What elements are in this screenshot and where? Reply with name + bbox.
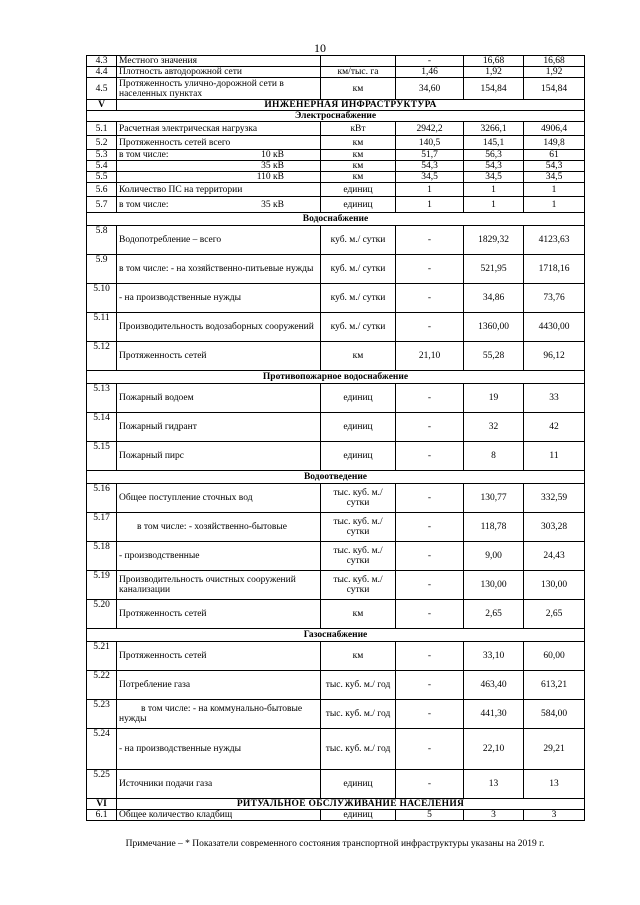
row-indicator-text: Пожарный водоем [119,393,194,403]
table-row [87,770,585,799]
table-row [87,226,585,255]
row-value-first: 118,78 [464,513,524,542]
row-unit: куб. м./ сутки [321,255,396,284]
row-value-first: 8 [464,442,524,471]
row-indicator [117,122,321,136]
row-indicator [117,442,321,471]
row-value-base: - [396,226,464,255]
section-row [87,799,585,810]
row-indicator-voltage: 35 кВ [261,199,284,210]
table-row [87,810,585,821]
row-number: 5.5 [87,172,117,183]
row-unit: тыс. куб. м./ сутки [321,542,396,571]
row-value-base: 5 [396,810,464,821]
row-number: 5.4 [87,161,117,172]
row-indicator-text: Производительность водозаборных сооружений [119,322,314,332]
row-indicator [117,150,321,161]
row-value-first: 54,3 [464,161,524,172]
row-unit: единиц [321,770,396,799]
row-number: 5.12 [87,342,117,371]
row-value-final: 303,28 [524,513,585,542]
row-unit: единиц [321,810,396,821]
table-row [87,56,585,67]
table-row [87,729,585,770]
row-indicator-text: Расчетная электрическая нагрузка [119,123,258,134]
row-number: 5.24 [87,729,117,770]
row-number: 6.1 [87,810,117,821]
table-row [87,571,585,600]
table-row [87,122,585,136]
row-value-first: 16,68 [464,56,524,67]
row-value-final: 130,00 [524,571,585,600]
row-value-first: 1829,32 [464,226,524,255]
row-indicator [117,78,321,100]
subsection-row [87,111,585,122]
row-value-first: 9,00 [464,542,524,571]
row-value-base: 2942,2 [396,122,464,136]
row-value-first: 145,1 [464,136,524,150]
row-number: 4.4 [87,67,117,78]
row-value-first: 2,65 [464,600,524,629]
row-indicator [117,571,321,600]
row-value-first: 154,84 [464,78,524,100]
row-value-base: - [396,255,464,284]
row-number: 5.17 [87,513,117,542]
table-row [87,642,585,671]
row-value-final: 4123,63 [524,226,585,255]
row-unit: км [321,342,396,371]
row-number: 5.1 [87,122,117,136]
row-unit: км [321,150,396,161]
row-unit: тыс. куб. м./ год [321,729,396,770]
row-unit: единиц [321,442,396,471]
table-row [87,183,585,197]
table-row [87,284,585,313]
row-unit: км [321,78,396,100]
row-unit: км [321,136,396,150]
table-row [87,150,585,161]
subsection-row [87,371,585,384]
row-value-base: - [396,571,464,600]
row-value-base: 34,60 [396,78,464,100]
row-indicator [117,197,321,213]
row-unit: тыс. куб. м./ сутки [321,513,396,542]
row-value-first: 13 [464,770,524,799]
row-number: 5.11 [87,313,117,342]
row-value-final: 24,43 [524,542,585,571]
row-unit: тыс. куб. м./ сутки [321,571,396,600]
row-value-base: - [396,642,464,671]
table-row [87,172,585,183]
row-value-final: 3 [524,810,585,821]
table-row [87,700,585,729]
row-indicator-text: Водопотребление – всего [119,235,222,245]
row-indicator [117,600,321,629]
row-indicator-text: Протяженность сетей [119,351,207,361]
row-number: 5.3 [87,150,117,161]
subsection-title: Противопожарное водоснабжение [87,371,585,384]
row-value-final: 60,00 [524,642,585,671]
indicators-table [86,55,585,821]
row-indicator-text: - на производственные нужды [119,293,242,303]
row-indicator-text: - на производственные нужды [119,744,242,754]
row-value-base: - [396,284,464,313]
row-value-first: 34,86 [464,284,524,313]
table-note: Примечание – * Показатели современного состояния транспортной инфраструктуры указаны на 2019 г. [125,839,545,849]
row-number: 5.20 [87,600,117,629]
subsection-title: Газоснабжение [87,629,585,642]
row-indicator-text: Потребление газа [119,680,191,690]
row-value-first: 1,92 [464,67,524,78]
row-indicator [117,161,321,172]
row-value-base: - [396,56,464,67]
row-indicator-text: Плотность автодорожной сети [119,67,242,77]
row-unit: единиц [321,197,396,213]
row-number: 5.13 [87,384,117,413]
table-row [87,342,585,371]
row-value-first: 55,28 [464,342,524,371]
section-number: V [87,100,117,111]
row-unit: км/тыс. га [321,67,396,78]
row-number: 5.7 [87,197,117,213]
row-indicator [117,542,321,571]
row-value-first: 33,10 [464,642,524,671]
subsection-row [87,629,585,642]
row-indicator [117,172,321,183]
row-value-first: 130,77 [464,484,524,513]
row-value-final: 1,92 [524,67,585,78]
row-unit: куб. м./ сутки [321,284,396,313]
row-value-final: 613,21 [524,671,585,700]
table-row [87,542,585,571]
row-indicator-voltage: 10 кВ [261,150,284,160]
row-unit: единиц [321,413,396,442]
row-indicator-text: Протяженность сетей [119,609,207,619]
row-value-final: 1 [524,183,585,197]
row-number: 5.10 [87,284,117,313]
row-unit: куб. м./ сутки [321,313,396,342]
row-value-first: 130,00 [464,571,524,600]
section-title: ИНЖЕНЕРНАЯ ИНФРАСТРУКТУРА [117,100,585,111]
row-value-final: 16,68 [524,56,585,67]
row-indicator-text: в том числе: - на коммунально-бытовые нужды [119,704,303,724]
table-row [87,671,585,700]
row-value-base: - [396,600,464,629]
table-row [87,255,585,284]
row-unit: тыс. куб. м./ год [321,671,396,700]
row-value-base: - [396,770,464,799]
row-indicator-voltage: 35 кВ [261,161,284,171]
row-indicator-text: Количество ПС на территории [119,184,243,195]
row-value-base: 1 [396,183,464,197]
table-row [87,161,585,172]
row-value-final: 584,00 [524,700,585,729]
row-unit: км [321,161,396,172]
section-title: РИТУАЛЬНОЕ ОБСЛУЖИВАНИЕ НАСЕЛЕНИЯ [117,799,585,810]
row-indicator-text: Производительность очистных сооружений канализации [119,575,296,595]
row-indicator-text: в том числе: - на хозяйственно-питьевые нужды [119,264,314,274]
subsection-title: Водоснабжение [87,213,585,226]
row-value-final: 332,59 [524,484,585,513]
table-row [87,600,585,629]
row-unit: кВт [321,122,396,136]
subsection-row [87,213,585,226]
row-number: 5.21 [87,642,117,671]
row-number: 5.6 [87,183,117,197]
row-indicator [117,729,321,770]
row-unit: тыс. куб. м./ сутки [321,484,396,513]
row-value-first: 1 [464,197,524,213]
row-indicator-text: Источники подачи газа [119,779,213,789]
row-indicator [117,513,321,542]
row-value-final: 34,5 [524,172,585,183]
row-indicator [117,67,321,78]
row-indicator [117,671,321,700]
row-unit: куб. м./ сутки [321,226,396,255]
table-row [87,384,585,413]
row-value-final: 33 [524,384,585,413]
row-indicator-prefix: в том числе: [119,150,169,160]
row-indicator [117,810,321,821]
section-number: VI [87,799,117,810]
row-number: 5.23 [87,700,117,729]
subsection-title: Электроснабжение [87,111,585,122]
row-value-first: 3266,1 [464,122,524,136]
table-row [87,67,585,78]
row-value-final: 4430,00 [524,313,585,342]
row-value-base: 21,10 [396,342,464,371]
row-indicator-text: Общее количество кладбищ [119,810,233,820]
row-value-base: - [396,729,464,770]
row-value-final: 61 [524,150,585,161]
row-value-base: - [396,484,464,513]
row-number: 5.25 [87,770,117,799]
row-indicator [117,255,321,284]
table-row [87,197,585,213]
row-number: 5.8 [87,226,117,255]
row-indicator [117,284,321,313]
row-value-first: 463,40 [464,671,524,700]
section-row [87,100,585,111]
row-indicator [117,484,321,513]
row-indicator [117,342,321,371]
row-unit: единиц [321,183,396,197]
page-number: 10 [314,41,326,55]
row-indicator [117,226,321,255]
row-value-final: 149,8 [524,136,585,150]
row-value-base: - [396,413,464,442]
row-indicator-text: Общее поступление сточных вод [119,493,253,503]
row-indicator [117,642,321,671]
row-unit: км [321,172,396,183]
row-unit [321,56,396,67]
row-number: 5.16 [87,484,117,513]
row-number: 5.9 [87,255,117,284]
row-indicator [117,183,321,197]
subsection-title: Водоотведение [87,471,585,484]
row-value-base: 1 [396,197,464,213]
row-value-base: 140,5 [396,136,464,150]
row-indicator-prefix: в том числе: [119,199,169,210]
table-row [87,484,585,513]
row-value-base: - [396,384,464,413]
row-value-first: 32 [464,413,524,442]
row-value-first: 441,30 [464,700,524,729]
row-value-base: - [396,442,464,471]
row-number: 5.14 [87,413,117,442]
row-value-base: - [396,542,464,571]
row-indicator-text: Пожарный пирс [119,451,184,461]
row-value-final: 96,12 [524,342,585,371]
row-indicator [117,313,321,342]
row-indicator-text: - производственные [119,551,200,561]
row-value-final: 2,65 [524,600,585,629]
row-value-final: 73,76 [524,284,585,313]
row-number: 5.18 [87,542,117,571]
row-value-base: - [396,313,464,342]
row-number: 4.3 [87,56,117,67]
row-unit: км [321,600,396,629]
row-value-base: 34,5 [396,172,464,183]
row-value-final: 54,3 [524,161,585,172]
row-value-final: 154,84 [524,78,585,100]
row-value-base: - [396,671,464,700]
table-row [87,442,585,471]
row-number: 5.22 [87,671,117,700]
row-unit: тыс. куб. м./ год [321,700,396,729]
row-value-base: 54,3 [396,161,464,172]
row-indicator [117,56,321,67]
table-row [87,313,585,342]
row-number: 4.5 [87,78,117,100]
table-row [87,513,585,542]
table-row [87,78,585,100]
row-value-first: 521,95 [464,255,524,284]
table-row [87,413,585,442]
row-indicator-voltage: 110 кВ [256,172,284,182]
row-unit: единиц [321,384,396,413]
subsection-row [87,471,585,484]
row-value-first: 3 [464,810,524,821]
row-indicator [117,700,321,729]
row-indicator [117,413,321,442]
row-value-final: 42 [524,413,585,442]
row-value-base: - [396,513,464,542]
row-value-first: 22,10 [464,729,524,770]
row-number: 5.15 [87,442,117,471]
row-value-first: 56,3 [464,150,524,161]
row-value-first: 1360,00 [464,313,524,342]
row-indicator-text: Протяженность сетей всего [119,137,231,148]
row-indicator [117,384,321,413]
row-number: 5.2 [87,136,117,150]
row-value-base: 51,7 [396,150,464,161]
table-row [87,136,585,150]
row-value-final: 4906,4 [524,122,585,136]
row-value-final: 11 [524,442,585,471]
row-value-first: 19 [464,384,524,413]
row-indicator-text: Протяженность сетей [119,651,207,661]
row-value-first: 1 [464,183,524,197]
row-indicator-text: Пожарный гидрант [119,422,197,432]
row-value-final: 13 [524,770,585,799]
row-value-final: 29,21 [524,729,585,770]
row-indicator [117,770,321,799]
row-number: 5.19 [87,571,117,600]
row-indicator-text: в том числе: - хозяйственно-бытовые [137,522,287,532]
row-value-final: 1 [524,197,585,213]
row-indicator-text: Протяженность улично-дорожной сети в населенных пунктах [119,78,284,99]
row-indicator [117,136,321,150]
row-value-final: 1718,16 [524,255,585,284]
row-indicator-text: Местного значения [119,56,197,66]
row-value-base: 1,46 [396,67,464,78]
row-value-first: 34,5 [464,172,524,183]
row-unit: км [321,642,396,671]
row-value-base: - [396,700,464,729]
